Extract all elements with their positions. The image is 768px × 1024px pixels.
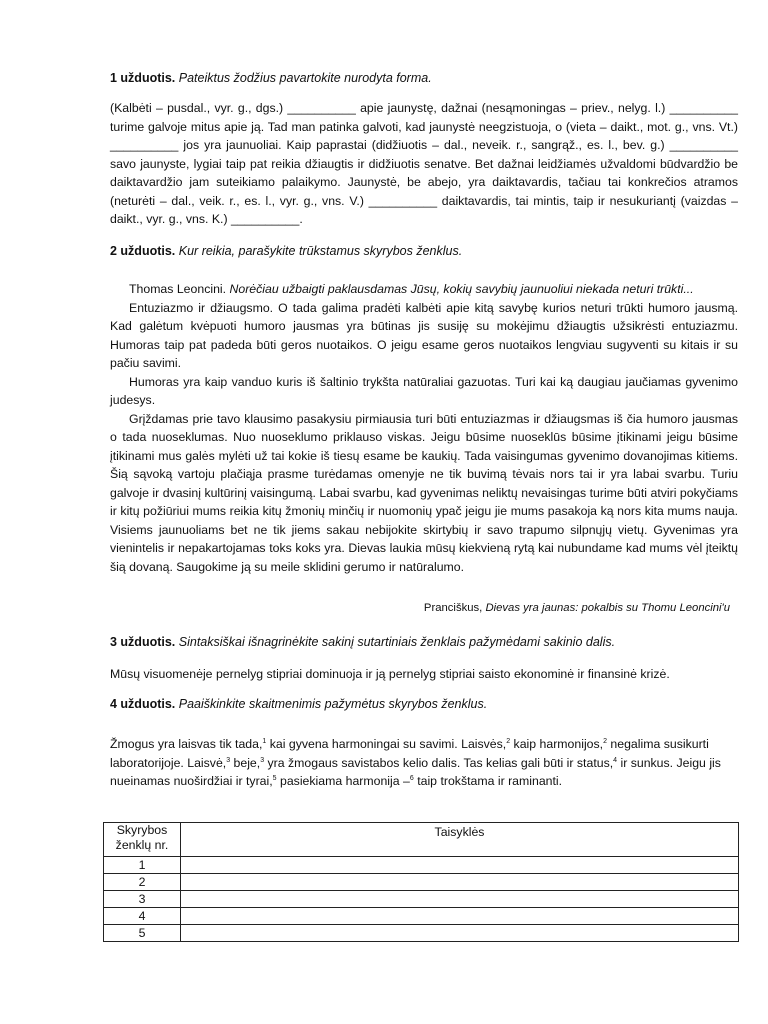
rule-cell[interactable] bbox=[181, 925, 739, 942]
task4-segment: kaip harmonijos, bbox=[510, 737, 604, 751]
task4-instruction: Paaiškinkite skaitmenimis pažymėtus skyrybos ženklus. bbox=[178, 697, 488, 711]
source-title: Dievas yra jaunas: pokalbis su Thomu Leoncini'u bbox=[485, 602, 730, 614]
punctuation-marker: 2 bbox=[603, 737, 607, 745]
task2-source bbox=[424, 599, 730, 618]
task4-segment: ir sunkus. Jeigu jis nueinamas nuoširdžiai ir tyrai, bbox=[110, 755, 721, 788]
source-author: Pranciškus, bbox=[423, 602, 483, 614]
task3-sentence: Mūsų visuomenėje pernelyg stipriai dominuoja ir ją pernelyg stipriai saisto ekonominė ir finansinė krizė. bbox=[110, 667, 670, 681]
task2-paragraph: Grįždamas prie tavo klausimo pasakysiu pirmiausia turi būti entuziazmas ir džiaugsmas iš čia humoro jausmas o tada nuoseklumas. Nuo nuoseklumo priklauso viskas. Jeigu būsime nuoseklūs būsime įtikinami jeigu būsime įtikinami mus galės mylėti už tai kokie iš tiesų esame be kaukių. Tada vaisingumas gyvenimo dovanojimas kitiems. Šią sąvoką vartoju plačiąja prasme turėdamas omenyje ne tik buvimą tėvais nors tai ir yra labai svarbu. Turiu galvoje ir dvasinį kultūrinį vaisingumą. Labai svarbu, kad gyvenimas neliktų nevaisingas turime būti atviri pokyčiams ir kitų požiūriui mums reikia kitų žmonių minčių ir nuomonių ypač jeigu jie mums pasakoja ką nors kita mums nauja. Visiems jaunuoliams bet ne tik jiems sakau nebijokite skirtybių ir savo trapumo silpnųjų vietų. Gyvenimas yra vienintelis ir nepakartojamas toks koks yra. Dievas laukia mūsų kiekvieną rytą kai nubundame kad mums vėl įteiktų šią dovaną. Saugokime ją su meile sklidini gerumo ir natūralumo. bbox=[110, 411, 738, 574]
task3-label: 3 užduotis. bbox=[110, 635, 176, 649]
task4-segment: kai gyvena harmoningai su savimi. Laisvės, bbox=[266, 737, 507, 751]
task2-text bbox=[110, 280, 738, 576]
task3-heading bbox=[110, 633, 738, 652]
row-number: 1 bbox=[104, 857, 181, 874]
punctuation-rules-table bbox=[103, 822, 739, 942]
punctuation-marker: 4 bbox=[613, 756, 618, 764]
punctuation-marker: 6 bbox=[409, 774, 414, 782]
task4-segment: beje, bbox=[230, 755, 261, 770]
task1-heading bbox=[110, 69, 738, 88]
task4-segment: pasiekiama harmonija – bbox=[276, 774, 410, 788]
task2-label: 2 užduotis. bbox=[110, 244, 176, 258]
task2-instruction: Kur reikia, parašykite trūkstamus skyrybos ženklus. bbox=[178, 244, 463, 258]
task4-label: 4 užduotis. bbox=[110, 697, 176, 711]
table-header-marks: Skyrybos ženklų nr. bbox=[104, 823, 181, 857]
task4-segment: negalima susikurti laboratorijoje. Laisvė, bbox=[110, 737, 709, 770]
task2-heading bbox=[110, 242, 738, 261]
rule-cell[interactable] bbox=[181, 891, 739, 908]
task2-intro-name: Thomas Leoncini. bbox=[129, 282, 227, 296]
row-number: 2 bbox=[104, 874, 181, 891]
table-header-rules: Taisyklės bbox=[181, 823, 739, 857]
task2-paragraph: Humoras yra kaip vanduo kuris iš šaltinio trykšta natūraliai gazuotas. Turi kai ką daugiau jaučiamas gyvenimo judesys. bbox=[110, 374, 738, 407]
table-row bbox=[104, 874, 739, 891]
punctuation-marker: 3 bbox=[226, 756, 231, 764]
punctuation-marker: 5 bbox=[272, 774, 277, 782]
task2-intro-question: Norėčiau užbaigti paklausdamas Jūsų, kokių savybių jaunuoliui niekada neturi trūkti... bbox=[229, 282, 694, 296]
rule-cell[interactable] bbox=[181, 908, 739, 925]
punctuation-marker: 1 bbox=[262, 737, 267, 745]
table-row bbox=[104, 891, 739, 908]
rule-cell[interactable] bbox=[181, 857, 739, 874]
punctuation-marker: 3 bbox=[260, 756, 265, 764]
task4-text bbox=[110, 735, 738, 791]
punctuation-marker: 2 bbox=[506, 737, 511, 745]
task3-instruction: Sintaksiškai išnagrinėkite sakinį sutartiniais ženklais pažymėdami sakinio dalis. bbox=[178, 635, 616, 649]
row-number: 5 bbox=[104, 925, 181, 942]
task4-segment: yra žmogaus savistabos kelio dalis. Tas kelias gali būti ir status, bbox=[264, 755, 614, 770]
task1-instruction: Pateiktus žodžius pavartokite nurodyta forma. bbox=[178, 71, 432, 85]
row-number: 4 bbox=[104, 908, 181, 925]
task4-segment: taip trokštama ir raminanti. bbox=[413, 774, 563, 788]
table-row bbox=[104, 925, 739, 942]
table-header-row bbox=[104, 823, 739, 857]
task1-label: 1 užduotis. bbox=[110, 71, 176, 85]
rule-cell[interactable] bbox=[181, 874, 739, 891]
table-row bbox=[104, 857, 739, 874]
task4-heading bbox=[110, 695, 738, 714]
task4-segment: Žmogus yra laisvas tik tada, bbox=[110, 737, 263, 751]
task2-paragraph: Entuziazmo ir džiaugsmo. O tada galima pradėti kalbėti apie kitą savybę kurios neturi trūkti humoro jausmą. Kad galėtum kvėpuoti humoro jausmas yra būtinas jis susiję su mokėjimu džiaugtis užsikrėsti entuziazmu. Humoras taip pat padeda būti geros nuotaikos. O jeigu esame geros nuotaikos lengviau sugyventi su kitais ir su pačiu savimi. bbox=[110, 300, 738, 370]
task2-intro bbox=[110, 280, 738, 299]
table-row bbox=[104, 908, 739, 925]
task1-text: (Kalbėti – pusdal., vyr. g., dgs.) __________ apie jaunystę, dažnai (nesąmoningas – priev., nelyg. l.) __________ turime galvoje mitus apie ją. Tad man patinka galvoti, kad jaunystė neegzistuoja, o (vieta – daikt., mot. g., vns. Vt.) __________ jos yra jaunuoliai. Kaip paprastai (didžiuotis – dal., neveik. r., sangrąž., es. l., bev. g.) __________ savo jaunyste, lygiai taip pat reikia džiaugtis ir didžiuotis senatve. Bet dažnai leidžiamės užvaldomi būdvardžio be daiktavardžio jam suteikiamo palaikymo. Jaunystė, be abejo, yra daiktavardis, tačiau tai konkrečios atramos (neturėti – dal., veik. r., es. l., vyr. g., vns. V.) __________ daiktavardis, tai mintis, taip ir nesukuriantį (vaizdas – daikt., vyr. g., vns. K.) __________. bbox=[110, 101, 738, 226]
row-number: 3 bbox=[104, 891, 181, 908]
